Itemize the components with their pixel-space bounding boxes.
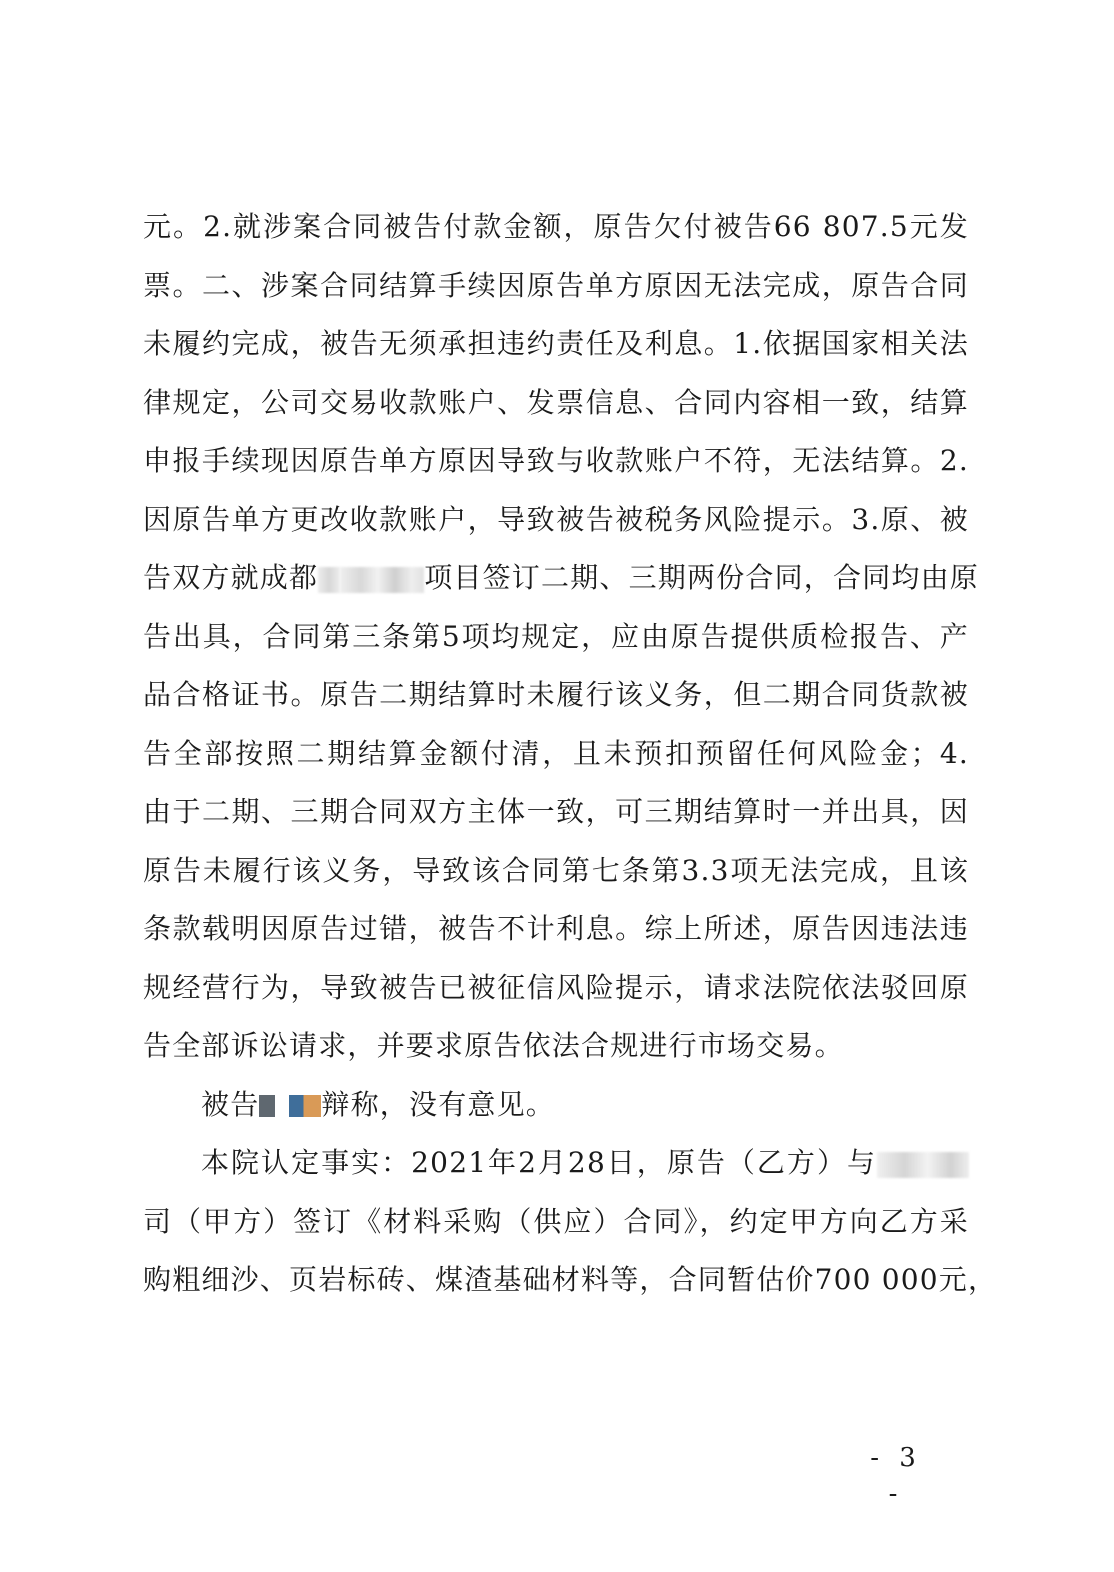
page-number: - 3 - [870,1443,922,1509]
text-line: 元。2.就涉案合同被告付款金额，原告欠付被告66 807.5元发 [143,210,969,243]
text-fragment: 项目签订二期、三期两份合同，合同均由原 [424,561,980,594]
text-line: 购粗细沙、页岩标砖、煤渣基础材料等，合同暂估价700 000元， [143,1263,998,1296]
text-fragment: 本院认定事实：2021年2月28日，原告（乙方）与 [201,1146,877,1179]
text-fragment: 被告 [201,1087,260,1121]
text-fragment: 辩称，没有意见。 [321,1087,556,1121]
text-line-with-redaction [143,1134,969,1193]
text-line: 条款载明因原告过错，被告不计利息。综上所述，原告因违法违 [143,912,969,945]
text-line: 原告未履行该义务，导致该合同第七条第3.3项无法完成，且该 [143,853,969,887]
text-line: 规经营行为，导致被告已被征信风险提示，请求法院依法驳回原 [143,970,969,1004]
redacted-text [340,567,424,593]
redacted-name [259,1095,321,1117]
text-line: 告出具，合同第三条第5项均规定，应由原告提供质检报告、产 [143,619,969,653]
defendant-statement [143,1076,969,1135]
text-line: 未履约完成，被告无须承担违约责任及利息。1.依据国家相关法 [143,327,969,360]
text-line: 告全部诉讼请求，并要求原告依法合规进行市场交易。 [143,1029,844,1062]
text-line: 票。二、涉案合同结算手续因原告单方原因无法完成，原告合同 [143,268,969,302]
redacted-text [318,567,340,593]
text-line: 申报手续现因原告单方原因导致与收款账户不符，无法结算。2. [143,444,969,477]
redacted-text [877,1152,969,1178]
text-line: 由于二期、三期合同双方主体一致，可三期结算时一并出具，因 [143,795,969,828]
text-line: 因原告单方更改收款账户，导致被告被税务风险提示。3.原、被 [143,502,969,536]
text-line-with-redaction [143,549,980,608]
body-text [143,198,998,1310]
text-line: 告全部按照二期结算金额付清，且未预扣预留任何风险金；4. [143,736,969,770]
text-line: 品合格证书。原告二期结算时未履行该义务，但二期合同货款被 [143,678,969,711]
text-line: 律规定，公司交易收款账户、发票信息、合同内容相一致，结算 [143,385,969,419]
text-line: 司（甲方）签订《材料采购（供应）合同》，约定甲方向乙方采 [143,1204,969,1238]
text-fragment: 告双方就成都 [143,561,319,594]
